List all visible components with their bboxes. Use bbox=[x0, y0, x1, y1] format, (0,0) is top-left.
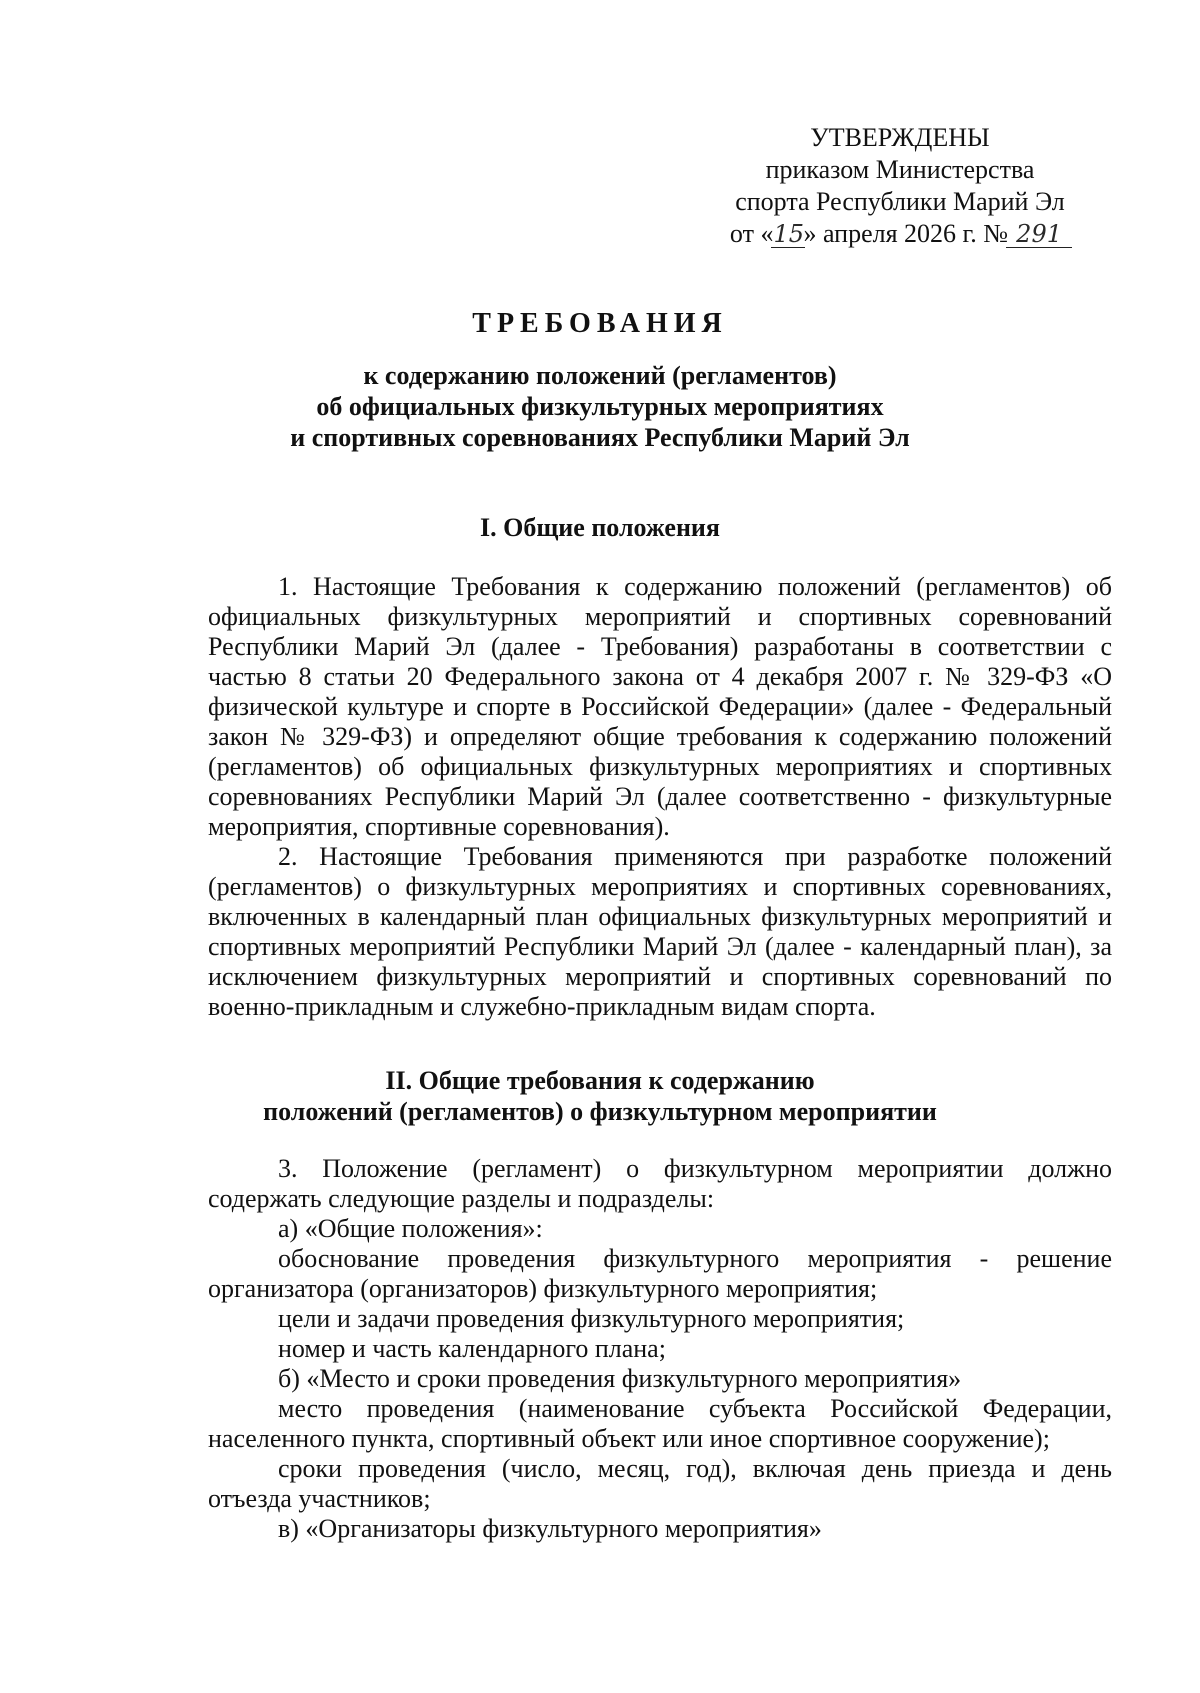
approval-date-suffix: » апреля 2026 г. № bbox=[803, 219, 1009, 248]
paragraph: 2. Настоящие Требования применяются при разработке положений (регламентов) о физкультурных мероприятиях и спортивных соревнованиях, включенных в календарный план официальных физкультурных мероприятий и спортивных мероприятий Республики Марий Эл (далее - календарный план), за исключением физкультурных мероприятий и спортивных соревнований по военно-прикладным и служебно-прикладным видам спорта. bbox=[208, 842, 1112, 1021]
subtitle-line: и спортивных соревнованиях Республики Марий Эл bbox=[290, 423, 910, 452]
paragraph: сроки проведения (число, месяц, год), включая день приезда и день отъезда участников; bbox=[208, 1454, 1112, 1513]
approval-stamp bbox=[680, 122, 1120, 250]
paragraph: обоснование проведения физкультурного мероприятия - решение организатора (организаторов) физкультурного мероприятия; bbox=[208, 1244, 1112, 1303]
subtitle-line: об официальных физкультурных мероприятиях bbox=[316, 392, 884, 421]
section-heading-line: положений (регламентов) о физкультурном мероприятии bbox=[263, 1097, 937, 1126]
list-item: б) «Место и сроки проведения физкультурного мероприятия» bbox=[278, 1364, 962, 1393]
section-general-body bbox=[208, 572, 1112, 1022]
paragraph: цели и задачи проведения физкультурного мероприятия; bbox=[278, 1304, 905, 1333]
section-heading-general: I. Общие положения bbox=[480, 513, 720, 542]
subtitle-line: к содержанию положений (регламентов) bbox=[363, 361, 837, 390]
section-requirements-body bbox=[208, 1154, 1112, 1544]
approval-title: УТВЕРЖДЕНЫ bbox=[810, 123, 990, 152]
paragraph: место проведения (наименование субъекта Российской Федерации, населенного пункта, спортивный объект или иное спортивное сооружение); bbox=[208, 1394, 1112, 1453]
document-title: ТРЕБОВАНИЯ bbox=[472, 308, 728, 339]
handwritten-day: 15 bbox=[773, 220, 804, 248]
handwritten-order-number: 291 bbox=[1008, 218, 1070, 250]
paragraph: номер и часть календарного плана; bbox=[278, 1334, 666, 1363]
list-item: а) «Общие положения»: bbox=[278, 1214, 543, 1243]
approval-date-line bbox=[680, 218, 1120, 250]
paragraph: 1. Настоящие Требования к содержанию положений (регламентов) об официальных физкультурных мероприятий и спортивных соревнований Республики Марий Эл (далее - Требования) разработаны в соответствии с частью 8 статьи 20 Федерального закона от 4 декабря 2007 г. № 329-ФЗ «О физической культуре и спорте в Российской Федерации» (далее - Федеральный закон № 329-ФЗ) и определяют общие требования к содержанию положений (регламентов) об официальных физкультурных мероприятиях и спортивных соревнованиях Республики Марий Эл (далее соответственно - физкультурные мероприятия, спортивные соревнования). bbox=[208, 572, 1112, 841]
approval-ministry-line: спорта Республики Марий Эл bbox=[735, 187, 1065, 216]
approval-date-prefix: от « bbox=[729, 219, 774, 248]
section-heading-requirements bbox=[0, 1065, 1200, 1127]
list-item: в) «Организаторы физкультурного мероприятия» bbox=[278, 1514, 822, 1543]
section-heading-line: II. Общие требования к содержанию bbox=[385, 1066, 815, 1095]
paragraph: 3. Положение (регламент) о физкультурном мероприятии должно содержать следующие разделы и подразделы: bbox=[208, 1154, 1112, 1213]
document-subtitle bbox=[0, 360, 1200, 453]
approval-order-line: приказом Министерства bbox=[765, 155, 1035, 184]
